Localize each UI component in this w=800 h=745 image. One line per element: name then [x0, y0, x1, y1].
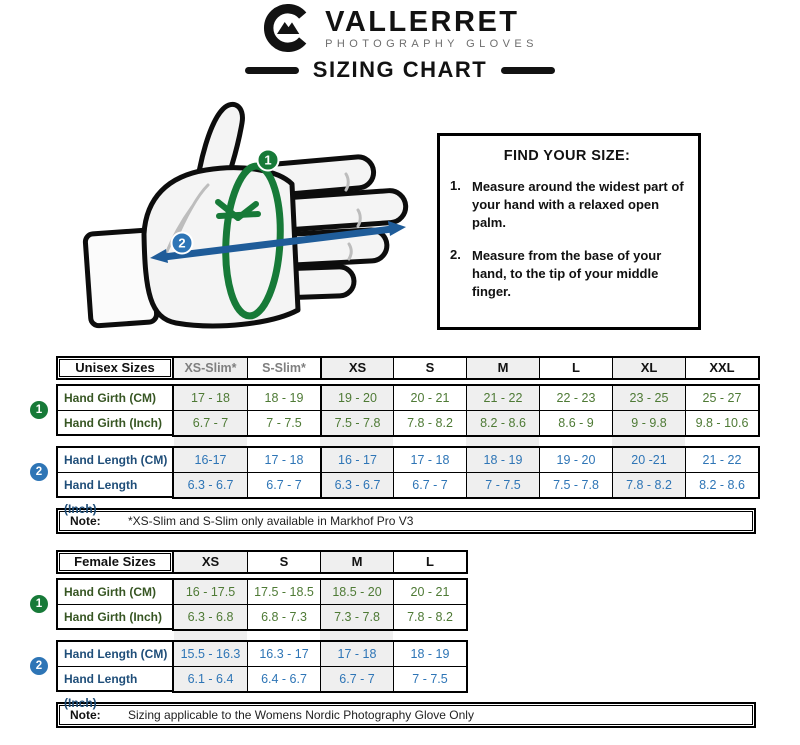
row-label: Hand Girth (CM) — [64, 585, 156, 599]
female-girth-marker-badge: 1 — [30, 595, 48, 613]
title-dash-left — [245, 67, 299, 74]
girth-label-column — [56, 578, 174, 630]
table-cell: 20 - 21 — [393, 580, 466, 604]
table-row — [174, 604, 466, 629]
unisex-girth-section — [56, 384, 762, 437]
column-header: L — [393, 552, 466, 572]
table-cell: 7.5 - 7.8 — [320, 411, 393, 435]
table-cell: 18.5 - 20 — [320, 580, 393, 604]
title-row — [0, 57, 800, 83]
table-cell: 6.3 - 6.7 — [320, 473, 393, 497]
female-column-headers — [172, 550, 468, 574]
row-label: Hand Length (CM) — [64, 453, 168, 467]
column-header: XL — [612, 358, 685, 378]
table-cell: 7.3 - 7.8 — [320, 605, 393, 629]
row-label: Hand Length (CM) — [64, 647, 168, 661]
table-cell: 20 - 21 — [393, 386, 466, 410]
table-cell: 7 - 7.5 — [393, 667, 466, 691]
unisex-table-title-box — [56, 356, 174, 380]
unisex-girth-marker-badge: 1 — [30, 401, 48, 419]
shaded-gap-row — [174, 437, 762, 446]
row-label: Hand Girth (Inch) — [58, 410, 172, 434]
column-header: XS — [320, 358, 393, 378]
table-cell: 6.7 - 7 — [247, 473, 320, 497]
length-data-block — [172, 446, 760, 499]
table-cell: 9.8 - 10.6 — [685, 411, 758, 435]
table-cell: 21 - 22 — [685, 448, 758, 472]
table-cell: 6.7 - 7 — [174, 411, 247, 435]
column-header: S — [393, 358, 466, 378]
girth-data-block — [172, 578, 468, 631]
note-label: Note: — [70, 708, 101, 722]
table-row — [174, 642, 466, 666]
brand-text — [325, 7, 538, 50]
table-cell: 8.2 - 8.6 — [466, 411, 539, 435]
female-table-title: Female Sizes — [59, 553, 171, 571]
unisex-note-box — [56, 508, 756, 534]
table-cell: 17.5 - 18.5 — [247, 580, 320, 604]
page-header — [0, 4, 800, 83]
table-cell: 17 - 18 — [247, 448, 320, 472]
female-note-box — [56, 702, 756, 728]
column-header: S-Slim* — [247, 358, 320, 378]
unisex-size-table — [56, 356, 762, 534]
unisex-length-section — [56, 446, 762, 516]
table-cell: 18 - 19 — [393, 642, 466, 666]
unisex-header-row — [56, 356, 762, 380]
table-cell: 17 - 18 — [174, 386, 247, 410]
page-title: SIZING CHART — [312, 57, 488, 82]
column-header: XS-Slim* — [174, 358, 247, 378]
note-text: *XS-Slim and S-Slim only available in Markhof Pro V3 — [128, 514, 414, 528]
table-cell: 22 - 23 — [539, 386, 612, 410]
female-header-row — [56, 550, 762, 574]
table-cell: 15.5 - 16.3 — [174, 642, 247, 666]
table-cell: 16-17 — [174, 448, 247, 472]
row-label: Hand Girth (Inch) — [58, 604, 172, 628]
table-cell: 7 - 7.5 — [466, 473, 539, 497]
row-label: Hand Length (Inch) — [58, 472, 172, 496]
table-cell: 23 - 25 — [612, 386, 685, 410]
table-cell: 16.3 - 17 — [247, 642, 320, 666]
table-row — [174, 580, 466, 604]
title-dash-right — [501, 67, 555, 74]
column-header: XXL — [685, 358, 758, 378]
hand-measurement-diagram — [46, 92, 430, 350]
find-your-size-title: FIND YOUR SIZE: — [503, 148, 631, 164]
table-cell: 16 - 17 — [320, 448, 393, 472]
table-cell: 7.8 - 8.2 — [612, 473, 685, 497]
instruction-step-1 — [450, 178, 684, 233]
length-label-column — [56, 446, 174, 516]
table-cell: 7.8 - 8.2 — [393, 411, 466, 435]
length-label-column — [56, 640, 174, 710]
table-cell: 25 - 27 — [685, 386, 758, 410]
table-cell: 7.8 - 8.2 — [393, 605, 466, 629]
vallerret-logo-icon — [262, 4, 316, 52]
female-size-table — [56, 550, 762, 728]
table-cell: 6.3 - 6.7 — [174, 473, 247, 497]
table-cell: 6.4 - 6.7 — [247, 667, 320, 691]
table-cell: 18 - 19 — [466, 448, 539, 472]
female-length-section — [56, 640, 762, 710]
table-cell: 8.2 - 8.6 — [685, 473, 758, 497]
table-cell: 7 - 7.5 — [247, 411, 320, 435]
length-data-block — [172, 640, 468, 693]
step-number: 1. — [450, 178, 461, 193]
table-row — [174, 666, 466, 691]
table-row — [174, 410, 758, 435]
girth-label-column — [56, 384, 174, 436]
note-text: Sizing applicable to the Womens Nordic Photography Glove Only — [128, 708, 474, 722]
column-header: S — [247, 552, 320, 572]
step-text: Measure from the base of your hand, to the tip of your middle finger. — [472, 247, 662, 299]
table-row — [174, 386, 758, 410]
brand-row — [0, 4, 800, 52]
unisex-length-marker-badge: 2 — [30, 463, 48, 481]
shaded-gap-row — [174, 631, 762, 640]
table-cell: 16 - 17.5 — [174, 580, 247, 604]
row-label: Hand Girth (CM) — [64, 391, 156, 405]
table-cell: 6.8 - 7.3 — [247, 605, 320, 629]
step-number: 2. — [450, 246, 461, 262]
girth-marker-number: 1 — [264, 152, 272, 168]
table-cell: 6.1 - 6.4 — [174, 667, 247, 691]
female-length-marker-badge: 2 — [30, 657, 48, 675]
table-cell: 17 - 18 — [393, 448, 466, 472]
length-marker-badge — [172, 233, 193, 254]
table-row — [174, 472, 758, 497]
table-cell: 20 -21 — [612, 448, 685, 472]
table-cell: 9 - 9.8 — [612, 411, 685, 435]
brand-tagline: PHOTOGRAPHY GLOVES — [325, 37, 538, 50]
table-cell: 6.7 - 7 — [320, 667, 393, 691]
table-cell: 7.5 - 7.8 — [539, 473, 612, 497]
female-table-title-box — [56, 550, 174, 574]
table-cell: 19 - 20 — [320, 386, 393, 410]
unisex-column-headers — [172, 356, 760, 380]
step-text: Measure around the widest part of your hand with a relaxed open palm. — [472, 179, 684, 231]
unisex-table-title: Unisex Sizes — [59, 359, 171, 377]
table-cell: 19 - 20 — [539, 448, 612, 472]
note-label: Note: — [70, 514, 101, 528]
table-row — [174, 448, 758, 472]
table-cell: 6.7 - 7 — [393, 473, 466, 497]
column-header: M — [320, 552, 393, 572]
table-cell: 21 - 22 — [466, 386, 539, 410]
column-header: M — [466, 358, 539, 378]
find-your-size-box — [437, 133, 701, 330]
row-label: Hand Length (Inch) — [58, 666, 172, 690]
instruction-step-2 — [450, 247, 684, 302]
girth-data-block — [172, 384, 760, 437]
female-girth-section — [56, 578, 762, 631]
table-cell: 18 - 19 — [247, 386, 320, 410]
brand-name: VALLERRET — [325, 5, 520, 38]
column-header: XS — [174, 552, 247, 572]
girth-marker-badge — [258, 150, 279, 171]
table-cell: 8.6 - 9 — [539, 411, 612, 435]
length-marker-number: 2 — [178, 235, 186, 251]
table-cell: 6.3 - 6.8 — [174, 605, 247, 629]
column-header: L — [539, 358, 612, 378]
table-cell: 17 - 18 — [320, 642, 393, 666]
